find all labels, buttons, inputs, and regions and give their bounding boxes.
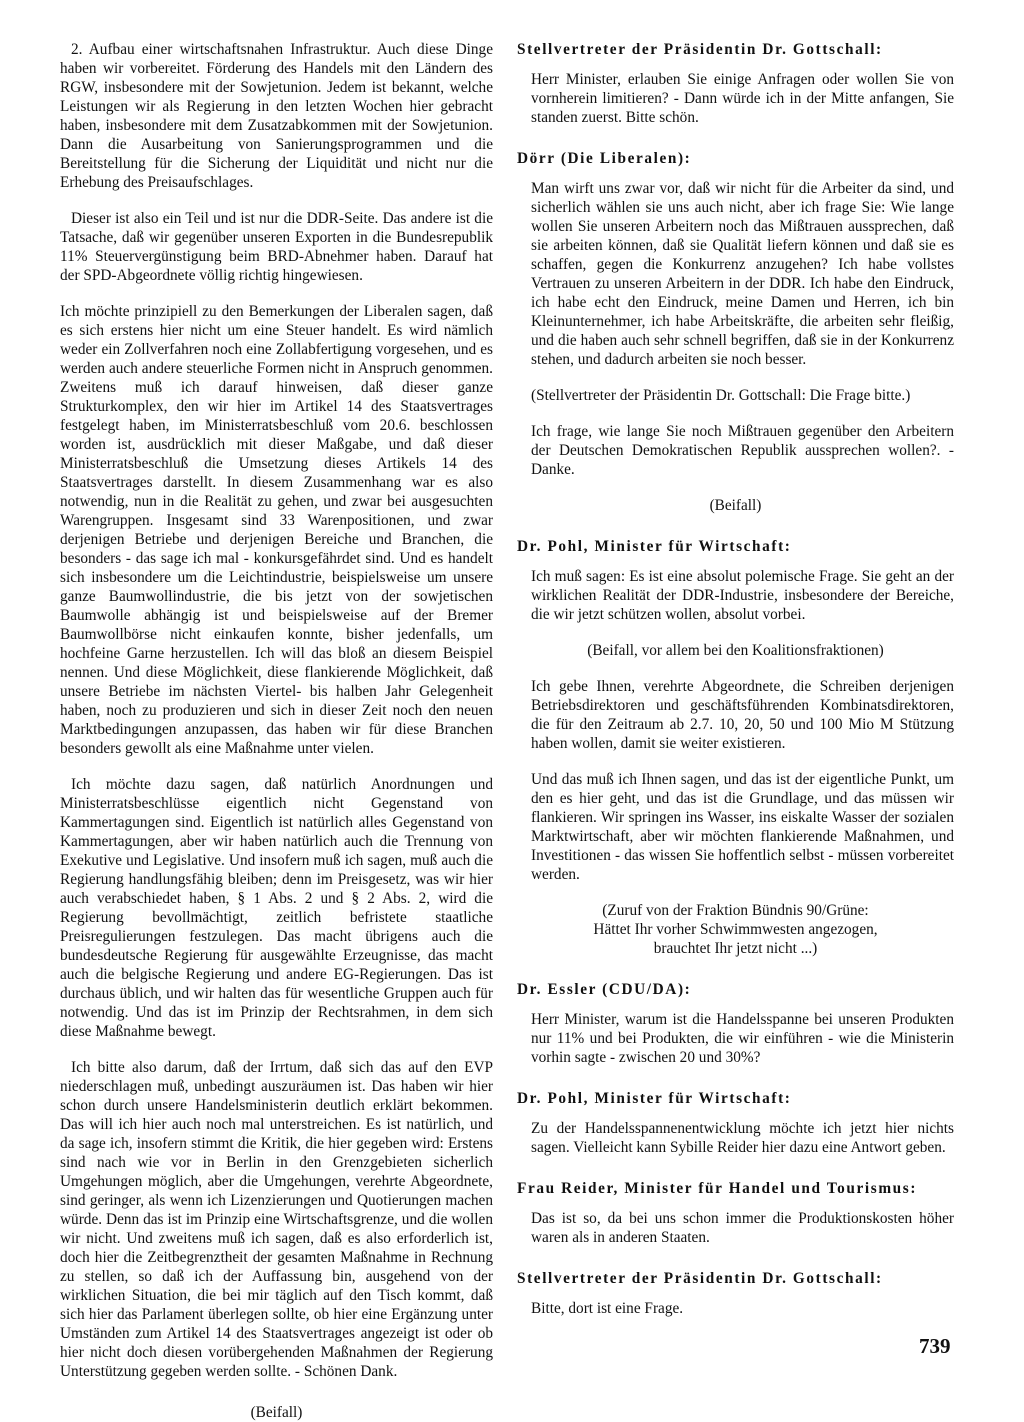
- page-number: 739: [919, 1334, 951, 1358]
- left-column: [60, 40, 493, 1422]
- stage-direction-applause-coalition: (Beifall, vor allem bei den Koalitionsfraktionen): [587, 642, 884, 659]
- interjection-buendnis-line-1: (Zuruf von der Fraktion Bündnis 90/Grüne:: [602, 902, 869, 919]
- stage-direction-applause-1: (Beifall): [709, 497, 762, 514]
- stage-direction-applause: (Beifall): [250, 1404, 303, 1421]
- speech-reider: Das ist so, da bei uns schon immer die Produktionskosten höher waren als in anderen Staaten.: [531, 1210, 954, 1246]
- paragraph-liberals-reply: Ich möchte prinzipiell zu den Bemerkungen der Liberalen sagen, daß es sich erstens hier nicht um eine Steuer handelt. Es wird nämlich weder ein Zollverfahren noch eine Zollabfertigung vorgesehen, und es werden auch andere steuerliche Formen nicht in Anspruch genommen. Zweitens muß ich darauf hinweisen, daß dieser ganze Strukturkomplex, den wir hier im Artikel 14 des Staatsvertrages festgelegt haben, im Ministerratsbeschluß vom 20.6. beschlossen worden ist, ausdrücklich mit dieser Maßgabe, und daß dieser Ministerratsbeschluß die Umsetzung dieses Artikels 14 des Staatsvertrages darstellt. In diesem Zusammenhang war es also notwendig, nun in die Realität zu gehen, und zwar bei ausgesuchten Warengruppen. Insgesamt sind 33 Warenpositionen, und zwar derjenigen Betriebe und derjenigen Bereiche und Branchen, die besonders - das sage ich mal - konkursgefährdet sind. Und es handelt sich insbesondere um die Leichtindustrie, beispielsweise um unsere ganze Baumwollindustrie, die bis jetzt von der sowjetischen Baumwolle abhängig ist und beispielsweise auf der Bremer Baumwollbörse nicht einkaufen konnte, bisher jedenfalls, um hochfeine Garne herzustellen. Ich will das bloß an diesem Beispiel nennen. Und diese Möglichkeit, diese flankierende Möglichkeit, daß unsere Betriebe im nächsten Viertel- bis halben Jahr Gelegenheit haben, noch zu produzieren und sich in dieser Zeit noch den neuen Marktbedingungen anzupassen, das haben wir für diese Branchen besonders gewollt als eine Maßnahme unter vielen.: [60, 303, 493, 757]
- paragraph-infrastructure: 2. Aufbau einer wirtschaftsnahen Infrastruktur. Auch diese Dinge haben wir vorbereitet. Förderung des Handels mit den Ländern des RGW, insbesondere mit der Sowjetunion. Jedem ist bekannt, welche Leistungen wir als Regierung in den letzten Wochen hier gebracht haben, insbesondere mit dem Zusatzabkommen mit der Sowjetunion. Dann die Ausarbeitung von Sanierungsprogrammen und die Bereitstellung für die Sicherung der Liquidität und nicht nur die Erhebung des Preisaufschlages.: [60, 41, 493, 191]
- speech-doerr-question: Ich frage, wie lange Sie noch Mißtrauen gegenüber den Arbeitern der Deutschen Demokratischen Republik aussprechen wollen?. - Danke.: [531, 423, 954, 478]
- speaker-essler: Dr. Essler (CDU/DA):: [517, 981, 692, 998]
- speech-pohl-1: Ich muß sagen: Es ist eine absolut polemische Frage. Sie geht an der wirklichen Realität der DDR-Industrie, insbesondere der Bereiche, die wir jetzt schützen wollen, absolut vorbei.: [531, 568, 954, 623]
- interjection-gottschall: (Stellvertreter der Präsidentin Dr. Gottschall: Die Frage bitte.): [531, 387, 911, 404]
- speech-doerr: Man wirft uns zwar vor, daß wir nicht für die Arbeiter da sind, und sicherlich wählen sie uns auch nicht, aber ich frage Sie: Wie lange wollen Sie unseren Arbeitern noch das Mißtrauen aussprechen, daß sie arbeiten können, daß sie Qualität liefern können und daß sie es schaffen, gegen die Konkurrenz anzugehen? Ich habe vollstes Vertrauen zu unseren Arbeitern in der DDR. Ich habe den Eindruck, ich habe echt den Eindruck, meine Damen und Herren, ich bin Kleinunternehmer, ich habe Arbeitskräfte, die arbeiten sehr fleißig, und die haben auch sehr schnell begriffen, daß sie in der Konkurrenz stehen, und dadurch arbeiten sie noch besser.: [531, 180, 954, 368]
- paragraph-ddr-side: Dieser ist also ein Teil und ist nur die DDR-Seite. Das andere ist die Tatsache, daß wir gegenüber unseren Exporten in die Bundesrepublik 11% Steuervergünstigung beim BRD-Abnehmer haben. Darauf hat der SPD-Abgeordnete völlig richtig hingewiesen.: [60, 210, 493, 284]
- speaker-pohl-2: Dr. Pohl, Minister für Wirtschaft:: [517, 1090, 792, 1107]
- speaker-doerr: Dörr (Die Liberalen):: [517, 150, 692, 167]
- speaker-gottschall-1: Stellvertreter der Präsidentin Dr. Gottschall:: [517, 41, 883, 58]
- paragraph-ministerratsbeschluesse: Ich möchte dazu sagen, daß natürlich Anordnungen und Ministerratsbeschlüsse eigentlich nicht Gegenstand von Kammertagungen sind. Eigentlich ist natürlich alles Gegenstand von Kammertagungen, aber wir haben natürlich auch die Trennung von Exekutive und Legislative. Und insofern muß ich sagen, muß auch die Regierung handlungsfähig bleiben; denn im Preisgesetz, was wir hier auch verabschiedet haben, § 1 Abs. 2 und § 2 Abs. 2, wird die Regierung bevollmächtigt, zeitlich befristete staatliche Preisregulierungen festzulegen. Das macht übrigens auch die bundesdeutsche Regierung für ausgewählte Erzeugnisse, das macht auch die belgische Regierung und andere EG-Regierungen. Das ist durchaus üblich, und wir halten das für wesentliche Gruppen auch für notwendig. Und das ist im Prinzip der Rechtsrahmen, in dem sich diese Maßnahme bewegt.: [60, 776, 493, 1040]
- interjection-buendnis-line-3: brauchtet Ihr jetzt nicht ...): [653, 940, 818, 957]
- speech-pohl-letters: Ich gebe Ihnen, verehrte Abgeordnete, die Schreiben derjenigen Betriebsdirektoren und geschäftsführenden Kombinatsdirektoren, die für den Zeitraum ab 2.7. 10, 20, 50 und 100 Mio M Stützung haben wollen, damit sie weiter existieren.: [531, 678, 954, 752]
- speech-pohl-market: Und das muß ich Ihnen sagen, und das ist der eigentliche Punkt, um den es hier geht, und das ist die Grundlage, und das müssen wir flankieren. Wir springen ins Wasser, ins eiskalte Wasser der sozialen Marktwirtschaft, aber wir möchten flankierende Maßnahmen, und Investitionen - das wissen Sie hoffentlich selbst - müssen vorbereitet werden.: [531, 771, 954, 883]
- speech-pohl-2: Zu der Handelsspannenentwicklung möchte ich jetzt hier nichts sagen. Vielleicht kann Sybille Reider hier dazu eine Antwort geben.: [531, 1120, 954, 1156]
- interjection-buendnis-line-2: Hättet Ihr vorher Schwimmwesten angezogen,: [593, 921, 878, 938]
- speaker-gottschall-2: Stellvertreter der Präsidentin Dr. Gottschall:: [517, 1270, 883, 1287]
- paragraph-evp: Ich bitte also darum, daß der Irrtum, daß sich das auf den EVP niederschlagen muß, unbedingt auszuräumen ist. Das haben wir hier schon durch unsere Handelsministerin deutlich erklärt bekommen. Das will ich hier auch noch mal unterstreichen. Es ist natürlich, und da sage ich, insofern stimmt die Kritik, die hier gegeben wird: Erstens sind nach wie vor in Berlin in den Grenzgebieten sicherlich Umgehungen möglich, aber die Umgehungen, verehrte Abgeordnete, sind geringer, als wenn ich Lizenzierungen und Quotierungen machen würde. Denn das ist im Prinzip eine Wirtschaftsgrenze, und die wollen wir nicht. Und zweitens muß ich sagen, daß es also erforderlich ist, doch hier die Zeitbegrenztheit der gesamten Maßnahme in Rechnung zu stellen, so daß ich der Auffassung bin, ausgehend von der wirklichen Situation, die bei mir täglich auf den Tisch kommt, daß sich hier das Parlament überlegen sollte, ob hier eine Ergänzung unter Umständen zum Artikel 14 des Staatsvertrages angezeigt ist oder ob hier nicht doch diesen vorübergehenden Maßnahmen der Regierung Unterstützung gegeben werden sollte. - Schönen Dank.: [60, 1059, 493, 1380]
- speech-gottschall-1: Herr Minister, erlauben Sie einige Anfragen oder wollen Sie von vornherein limitieren? - Dann würde ich in der Mitte anfangen, Sie standen zuerst. Bitte schön.: [531, 71, 954, 126]
- speech-gottschall-2: Bitte, dort ist eine Frage.: [531, 1300, 684, 1317]
- speech-essler: Herr Minister, warum ist die Handelsspanne bei unseren Produkten nur 11% und bei Produkten, die wir einführen - wie die Ministerin vorhin sagte - zwischen 20 und 30%?: [531, 1011, 954, 1066]
- speaker-pohl-1: Dr. Pohl, Minister für Wirtschaft:: [517, 538, 792, 555]
- right-column: [517, 40, 954, 1318]
- speaker-reider: Frau Reider, Minister für Handel und Tourismus:: [517, 1180, 918, 1197]
